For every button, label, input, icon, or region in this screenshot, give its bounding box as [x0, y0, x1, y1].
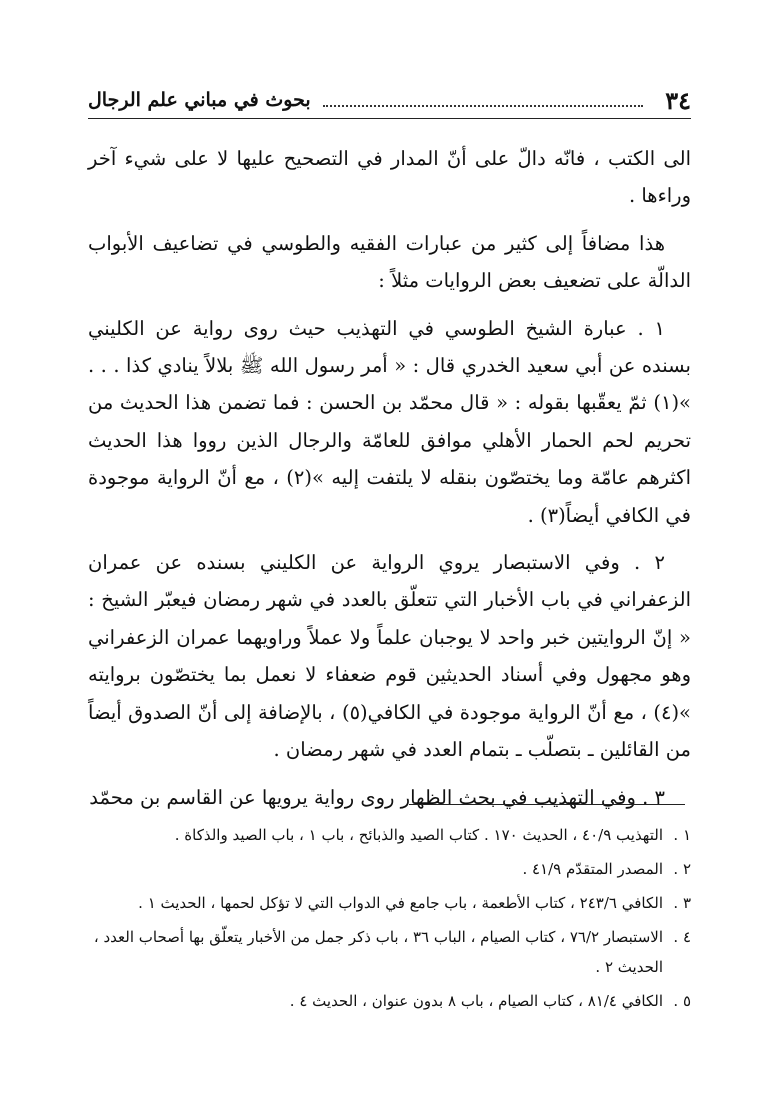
- footnote-1: [88, 820, 691, 850]
- paragraph-1: الى الكتب ، فانّه دالّ على أنّ المدار في التصحيح عليها لا على شيء آخر وراءها .: [88, 147, 691, 208]
- page-header: [88, 82, 691, 119]
- footnote-4: [88, 922, 691, 982]
- page-number: ٣٤: [665, 85, 691, 115]
- footnote-text: الكافي ٢٤٣/٦ ، كتاب الأطعمة ، باب جامع في الدواب التي لا تؤكل لحمها ، الحديث ١ .: [138, 894, 663, 912]
- running-title: بحوث في مباني علم الرجال: [88, 89, 311, 111]
- footnote-number: ٣ .: [673, 894, 691, 912]
- footnote-3: [88, 888, 691, 918]
- header-dot-leader: [323, 93, 644, 107]
- footnote-text: الاستبصار ٧٦/٢ ، كتاب الصيام ، الباب ٣٦ ، باب ذكر جمل من الأخبار يتعلّق بها أصحاب العدد ، الحديث ٢ .: [93, 928, 663, 976]
- paragraph-3: ١ . عبارة الشيخ الطوسي في التهذيب حيث روى رواية عن الكليني بسنده عن أبي سعيد الخدري قال : « أمر رسول الله ﷺ بلالاً ينادي كذا . . . »(١) ثمّ يعقّبها بقوله : « قال محمّد بن الحسن : فما تضمن هذا الحديث من تحريم لحم الحمار الأهلي موافق للعامّة والرجال الذين رووا هذا الحديث اكثرهم عامّة وما يختصّون بنقله لا يلتفت إليه »(٢) ، مع أنّ الرواية موجودة في الكافي أيضاً(٣) .: [88, 316, 691, 527]
- footnote-number: ٥ .: [673, 992, 691, 1010]
- footnote-2: [88, 854, 691, 884]
- footnote-5: [88, 986, 691, 1016]
- footnote-separator: [409, 804, 685, 805]
- footnotes: [88, 820, 691, 1016]
- footnote-text: المصدر المتقدّم ٤١/٩ .: [522, 860, 663, 878]
- footnote-text: الكافي ٨١/٤ ، كتاب الصيام ، باب ٨ بدون عنوان ، الحديث ٤ .: [289, 992, 663, 1010]
- footnote-text: التهذيب ٤٠/٩ ، الحديث ١٧٠ . كتاب الصيد والذبائح ، باب ١ ، باب الصيد والذكاة .: [174, 826, 663, 844]
- footnote-number: ١ .: [673, 826, 691, 844]
- paragraph-4: ٢ . وفي الاستبصار يروي الرواية عن الكليني بسنده عن عمران الزعفراني في باب الأخبار التي تتعلّق بالعدد في شهر رمضان فيعبّر الشيخ : « إنّ الروايتين خبر واحد لا يوجبان علماً ولا عملاً وراويهما عمران الزعفراني وهو مجهول وفي أسناد الحديثين قوم ضعفاء لا نعمل بما يختصّون بروايته »(٤) ، مع أنّ الرواية موجودة في الكافي(٥) ، بالإضافة إلى أنّ الصدوق أيضاً من القائلين ـ بتصلّب ـ بتمام العدد في شهر رمضان .: [88, 551, 691, 762]
- footnote-number: ٤ .: [673, 928, 691, 946]
- paragraph-5: ٣ . وفي التهذيب في بحث الظهار روى رواية يرويها عن القاسم بن محمّد: [89, 785, 665, 809]
- paragraph-2: هذا مضافاً إلى كثير من عبارات الفقيه والطوسي في تضاعيف الأبواب الدالّة على تضعيف بعض الروايات مثلاً :: [88, 231, 691, 293]
- body-text: [88, 140, 691, 816]
- footnote-number: ٢ .: [673, 860, 691, 878]
